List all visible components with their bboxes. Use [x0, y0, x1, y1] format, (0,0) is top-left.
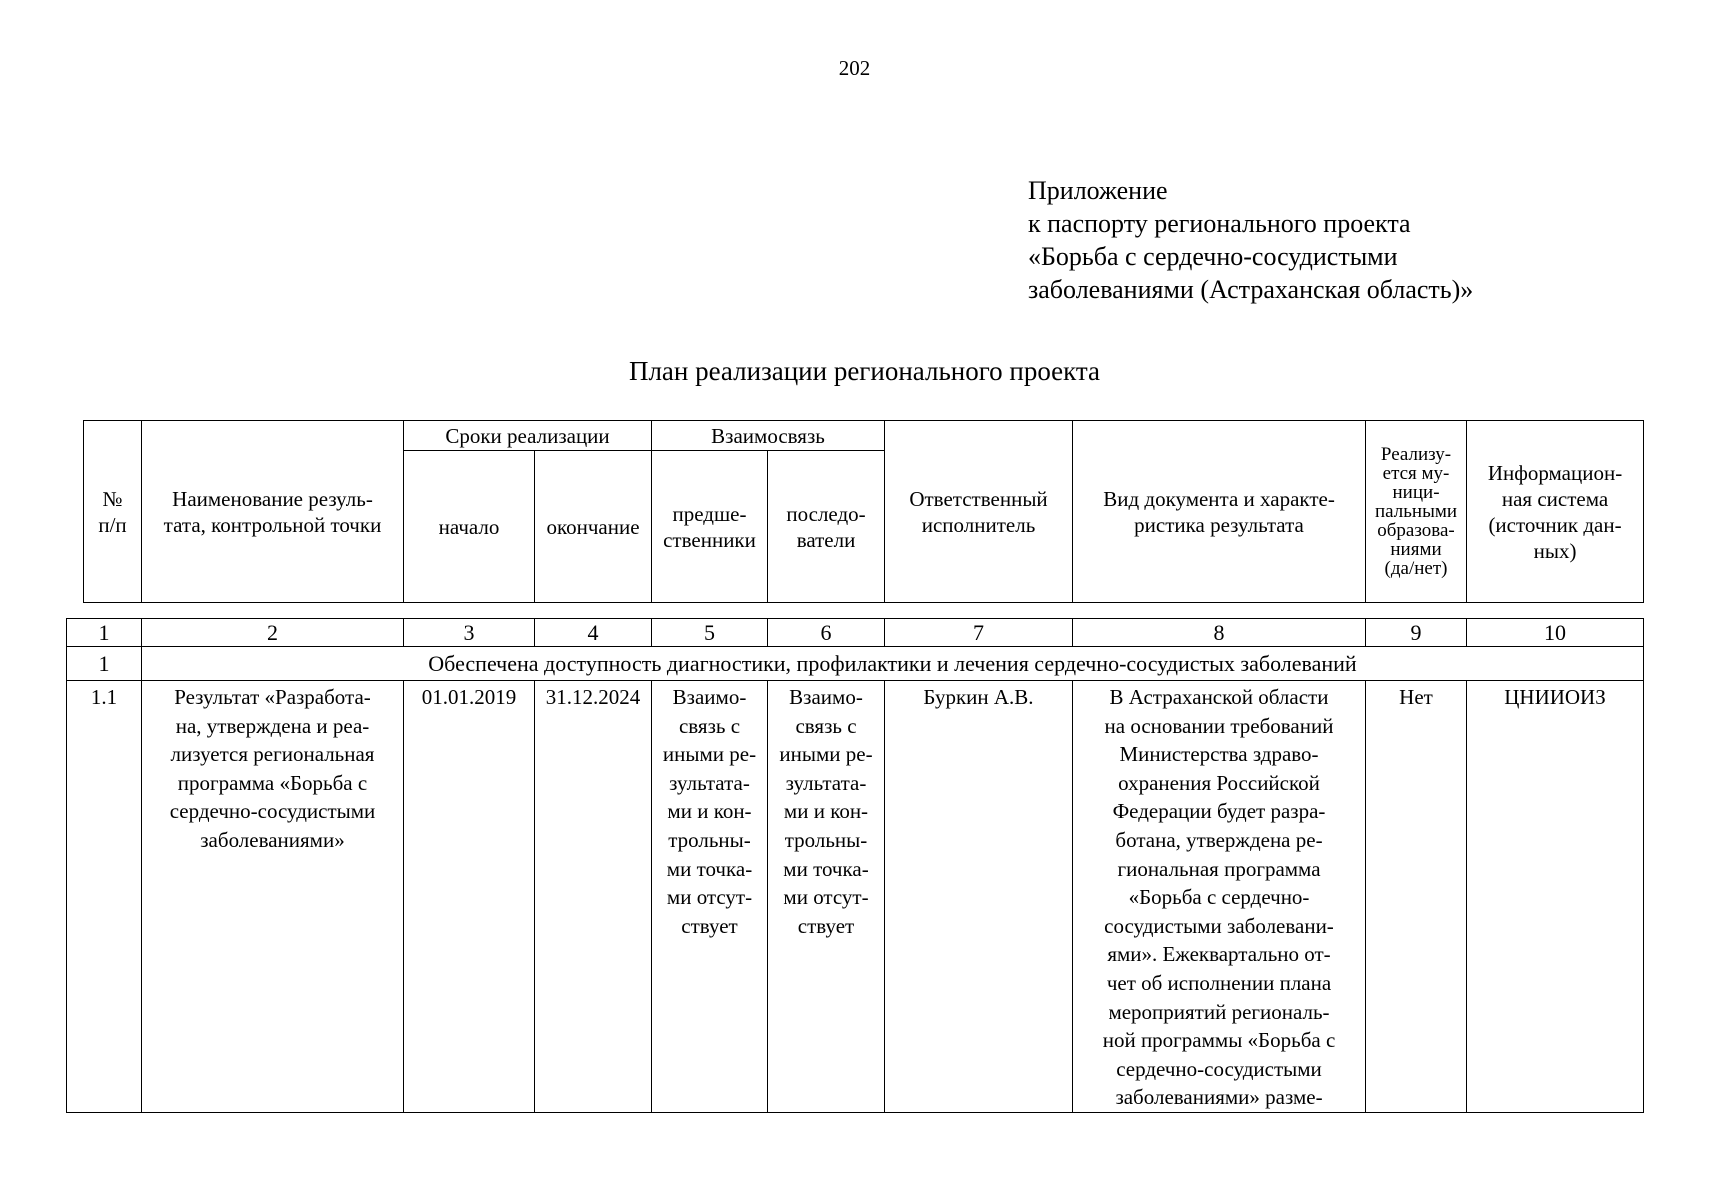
column-number: 7	[885, 619, 1073, 647]
header-doc-type: Вид документа и характе- ристика результата	[1073, 421, 1366, 603]
table-row	[67, 681, 1644, 1113]
row-info-system: ЦНИИОИЗ	[1467, 681, 1644, 1113]
row-name: Результат «Разработа- на, утверждена и реа- лизуется региональная программа «Борьба с сердечно-сосудистыми заболеваниями»	[142, 681, 404, 1113]
header-successors: последо- ватели	[768, 451, 885, 603]
header-terms-group: Сроки реализации	[404, 421, 652, 451]
plan-title: План реализации регионального проекта	[628, 356, 1101, 386]
section-num: 1	[67, 647, 142, 681]
header-end: окончание	[535, 451, 652, 603]
header-municipal: Реализу- ется му- ници- пальными образова- ниями (да/нет)	[1366, 421, 1467, 603]
appendix-line: «Борьба с сердечно-сосудистыми	[1028, 242, 1398, 271]
column-number: 4	[535, 619, 652, 647]
section-row	[67, 647, 1644, 681]
row-predecessors: Взаимо- связь с иными ре- зультата- ми и кон- трольны- ми точка- ми отсут- ствует	[652, 681, 768, 1113]
appendix-line: к паспорту регионального проекта	[1028, 209, 1411, 238]
header-info-system: Информацион- ная система (источник дан- ных)	[1467, 421, 1644, 603]
row-municipal: Нет	[1366, 681, 1467, 1113]
header-table	[83, 420, 1644, 603]
column-number: 8	[1073, 619, 1366, 647]
header-predecessors: предше- ственники	[652, 451, 768, 603]
column-number: 5	[652, 619, 768, 647]
column-number: 6	[768, 619, 885, 647]
appendix-line: Приложение	[1028, 176, 1168, 205]
plan-table	[66, 618, 1644, 1113]
row-start: 01.01.2019	[404, 681, 535, 1113]
appendix-line: заболеваниями (Астраханская область)»	[1028, 275, 1474, 304]
header-start: начало	[404, 451, 535, 603]
row-end: 31.12.2024	[535, 681, 652, 1113]
header-responsible: Ответственный исполнитель	[885, 421, 1073, 603]
row-num: 1.1	[67, 681, 142, 1113]
column-number: 1	[67, 619, 142, 647]
header-name: Наименование резуль- тата, контрольной точки	[142, 421, 404, 603]
column-number: 2	[142, 619, 404, 647]
page-number: 202	[838, 56, 871, 80]
header-num: № п/п	[84, 421, 142, 603]
row-responsible: Буркин А.В.	[885, 681, 1073, 1113]
column-numbers-row	[67, 619, 1644, 647]
header-relation-group: Взаимосвязь	[652, 421, 885, 451]
row-doc-type: В Астраханской области на основании требований Министерства здраво- охранения Российской Федерации будет разра- ботана, утверждена ре- гиональная программа «Борьба с сердечно- сосудистыми заболевани- ями». Ежеквартально от- чет об исполнении плана мероприятий региональ- ной программы «Борьба с сердечно-сосудистыми заболеваниями» разме-	[1073, 681, 1366, 1113]
section-title: Обеспечена доступность диагностики, профилактики и лечения сердечно-сосудистых заболеваний	[142, 647, 1644, 681]
column-number: 10	[1467, 619, 1644, 647]
column-number: 3	[404, 619, 535, 647]
appendix-block	[1028, 174, 1473, 306]
column-number: 9	[1366, 619, 1467, 647]
row-successors: Взаимо- связь с иными ре- зультата- ми и кон- трольны- ми точка- ми отсут- ствует	[768, 681, 885, 1113]
